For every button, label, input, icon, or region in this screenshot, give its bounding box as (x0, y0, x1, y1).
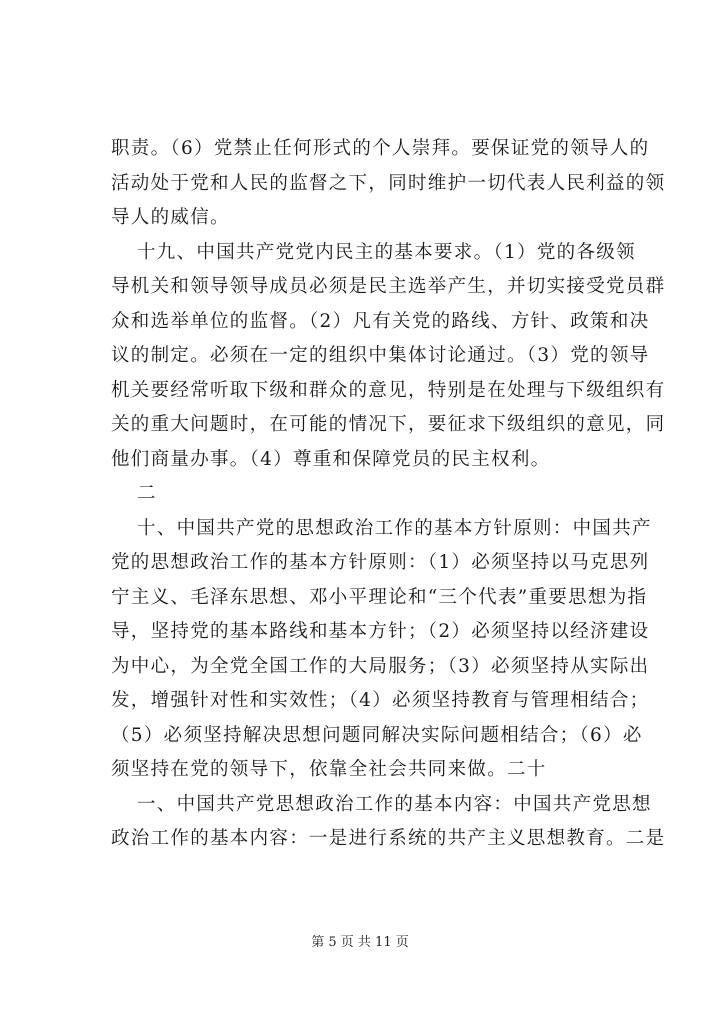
text-line: 导机关和领导领导成员必须是民主选举产生，并切实接受党员群 (111, 276, 666, 297)
text-line: 众和选举单位的监督。（2）凡有关党的路线、方针、政策和决 (111, 310, 650, 332)
text-line: 机关要经常听取下级和群众的意见，特别是在处理与下级组织有 (111, 379, 666, 401)
paragraph-start-line: 十九、中国共产党党内民主的基本要求。（1）党的各级领 (137, 241, 636, 263)
paragraph-start-line: 二 (137, 483, 157, 504)
page-number-label: 第 5 页 共 11 页 (311, 935, 409, 950)
text-line: 他们商量办事。（4）尊重和保障党员的民主权利。 (111, 448, 551, 470)
text-line: 关的重大问题时，在可能的情况下，要征求下级组织的意见，同 (111, 414, 666, 435)
text-line: （5）必须坚持解决思想问题同解决实际问题相结合；（6）必 (111, 724, 643, 746)
text-line: 须坚持在党的领导下，依靠全社会共同来做。二十 (111, 759, 547, 780)
paragraph-start-line: 一、中国共产党思想政治工作的基本内容：中国共产党思想 (137, 793, 652, 815)
paragraph-start-line: 十、中国共产党的思想政治工作的基本方针原则：中国共产 (137, 517, 652, 539)
text-line: 活动处于党和人民的监督之下，同时维护一切代表人民利益的领 (111, 172, 666, 194)
text-line: 导人的威信。 (111, 207, 230, 228)
page-footer (0, 934, 720, 952)
document-body (111, 132, 666, 857)
text-line: 党的思想政治工作的基本方针原则：（1）必须坚持以马克思列 (111, 552, 650, 573)
text-line: 职责。（6）党禁止任何形式的个人崇拜。要保证党的领导人的 (111, 138, 650, 159)
text-line: 为中心，为全党全国工作的大局服务；（3）必须坚持从实际出 (111, 655, 650, 677)
text-line: 发，增强针对性和实效性；（4）必须坚持教育与管理相结合； (111, 690, 650, 711)
text-line: 政治工作的基本内容：一是进行系统的共产主义思想教育。二是 (111, 828, 666, 849)
text-line: 议的制定。必须在一定的组织中集体讨论通过。（3）党的领导 (111, 345, 650, 366)
text-line: 宁主义、毛泽东思想、邓小平理论和“三个代表”重要思想为指 (111, 586, 648, 608)
text-line: 导，坚持党的基本路线和基本方针；（2）必须坚持以经济建设 (111, 621, 650, 642)
